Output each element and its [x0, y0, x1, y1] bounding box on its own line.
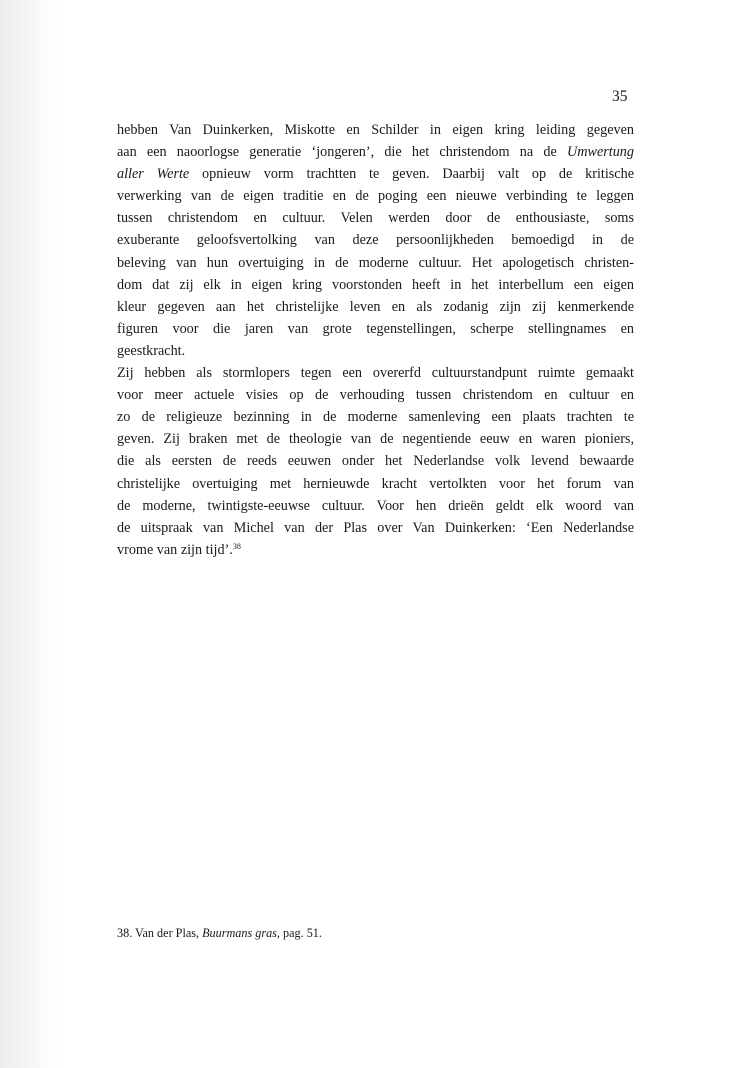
footnote-title: Buurmans gras [202, 926, 277, 940]
text-line: geestkracht. [117, 342, 186, 359]
text-line: hebben Van Duinkerken, Miskotte en Schilder in eigen kring leiding gegeven [117, 122, 634, 138]
text-line: christelijke overtuiging met hernieuwde kracht vertolkten voor het forum van [117, 475, 634, 492]
footnote-number: 38. [117, 926, 133, 940]
body-text [117, 119, 634, 561]
text-line: zo de religieuze bezinning in de moderne samenleving een plaats trachten te [117, 409, 634, 426]
text-line: kleur gegeven aan het christelijke leven en als zodanig zijn zij kenmerkende [117, 298, 634, 315]
text-line: de moderne, twintigste-eeuwse cultuur. Voor hen drieën geldt elk woord van [117, 497, 634, 514]
text-line [117, 539, 634, 561]
text-line: die als eersten de reeds eeuwen onder het Nederlandse volk levend bewaarde [117, 453, 634, 470]
footnote-author: Van der Plas, [132, 926, 203, 940]
text-line: figuren voor die jaren van grote tegenstellingen, scherpe stellingnames en [117, 320, 634, 337]
text-line: tussen christendom en cultuur. Velen werden door de enthousiaste, soms [117, 210, 634, 227]
text-line: de uitspraak van Michel van der Plas over Van Duinkerken: ‘Een Nederlandse [117, 519, 634, 536]
text-run: aan een naoorlogse generatie ‘jongeren’, die het christendom na de [117, 144, 567, 161]
page-number: 35 [612, 88, 628, 105]
italic-term: Umwertung [567, 144, 634, 161]
text-line: Zij hebben als stormlopers tegen een overerfd cultuurstandpunt ruimte gemaakt [117, 365, 634, 382]
footnote [117, 926, 322, 941]
text-run: vrome van zijn tijd’. [117, 541, 233, 558]
text-line: exuberante geloofsvertolking van deze persoonlijkheden bemoedigd in de [117, 232, 634, 249]
text-line [117, 163, 634, 185]
text-run: opnieuw vorm trachtten te geven. Daarbij valt op de kritische [189, 166, 634, 183]
scan-edge-shadow [0, 0, 60, 1068]
footnote-pages: , pag. 51. [276, 926, 322, 940]
italic-term: aller Werte [117, 166, 190, 183]
text-line: beleving van hun overtuiging in de moderne cultuur. Het apologetisch christen- [117, 254, 634, 271]
text-line [117, 141, 634, 163]
text-line: verwerking van de eigen traditie en de poging een nieuwe verbinding te leggen [117, 188, 634, 205]
text-line: voor meer actuele visies op de verhouding tussen christendom en cultuur en [117, 387, 634, 404]
text-line: geven. Zij braken met de theologie van de negentiende eeuw en waren pioniers, [117, 431, 634, 448]
footnote-reference: 38 [232, 541, 241, 551]
text-line: dom dat zij elk in eigen kring voorstonden heeft in het interbellum een eigen [117, 276, 634, 293]
